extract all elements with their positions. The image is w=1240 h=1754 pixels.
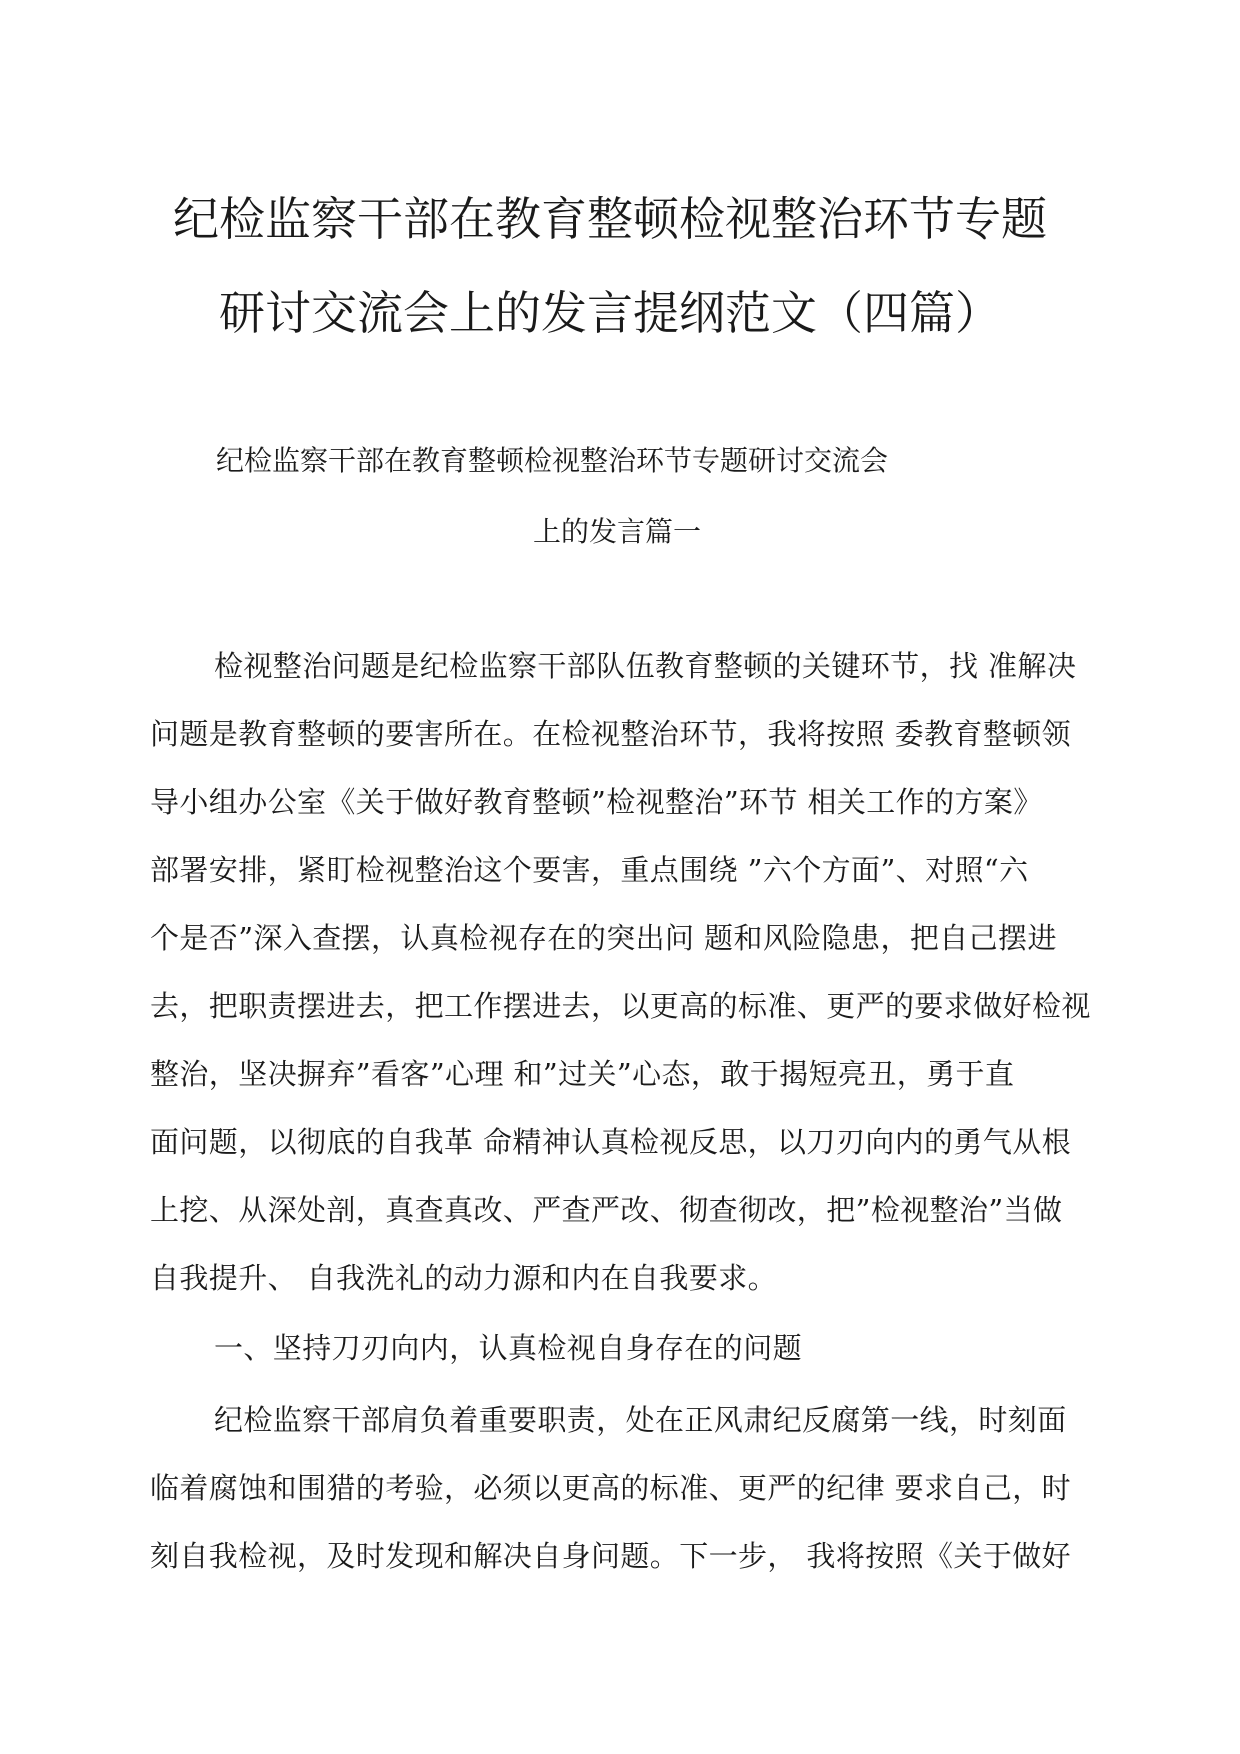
- paragraph-line: 问题是教育整顿的要害所在。在检视整治环节，我将按照 委教育整顿领: [150, 717, 1072, 751]
- paragraph-line: 部署安排，紧盯检视整治这个要害，重点围绕 ”六个方面”、对照“六: [150, 853, 1029, 887]
- paragraph-line: 纪检监察干部肩负着重要职责，处在正风肃纪反腐第一线，时刻面: [214, 1403, 1067, 1437]
- paragraph-line: 面问题，以彻底的自我革 命精神认真检视反思，以刀刃向内的勇气从根: [150, 1125, 1072, 1159]
- paragraph-line: 自我提升、 自我洗礼的动力源和内在自我要求。: [150, 1261, 778, 1295]
- paragraph-line: 检视整治问题是纪检监察干部队伍教育整顿的关键环节，找 准解决: [214, 649, 1077, 683]
- paragraph-line: 导小组办公室《关于做好教育整顿”检视整治”环节 相关工作的方案》: [150, 785, 1043, 819]
- paragraph-line: 上挖、从深处剖，真查真改、严查严改、彻查彻改，把”检视整治”当做: [150, 1193, 1063, 1227]
- paragraph-line: 整治，坚决摒弃”看客”心理 和”过关”心态，敢于揭短亮丑，勇于直: [150, 1057, 1015, 1091]
- paragraph-line: 去，把职责摆进去，把工作摆进去，以更高的标准、更严的要求做好检视: [150, 989, 1091, 1023]
- paragraph-line: 刻自我检视，及时发现和解决自身问题。下一步， 我将按照《关于做好: [150, 1539, 1072, 1573]
- section-subtitle-line-2: 上的发言篇一: [533, 515, 702, 548]
- document-title-line-1: 纪检监察干部在教育整顿检视整治环节专题: [173, 192, 1047, 246]
- paragraph-line: 个是否”深入查摆，认真检视存在的突出问 题和风险隐患，把自己摆进: [150, 921, 1057, 955]
- paragraph-line: 临着腐蚀和围猎的考验，必须以更高的标准、更严的纪律 要求自己，时: [150, 1471, 1072, 1505]
- document-title-line-2: 研讨交流会上的发言提纲范文（四篇）: [219, 286, 1001, 340]
- section-subtitle-line-1: 纪检监察干部在教育整顿检视整治环节专题研讨交流会: [216, 444, 889, 477]
- section-heading-1: 一、坚持刀刃向内，认真检视自身存在的问题: [214, 1331, 803, 1365]
